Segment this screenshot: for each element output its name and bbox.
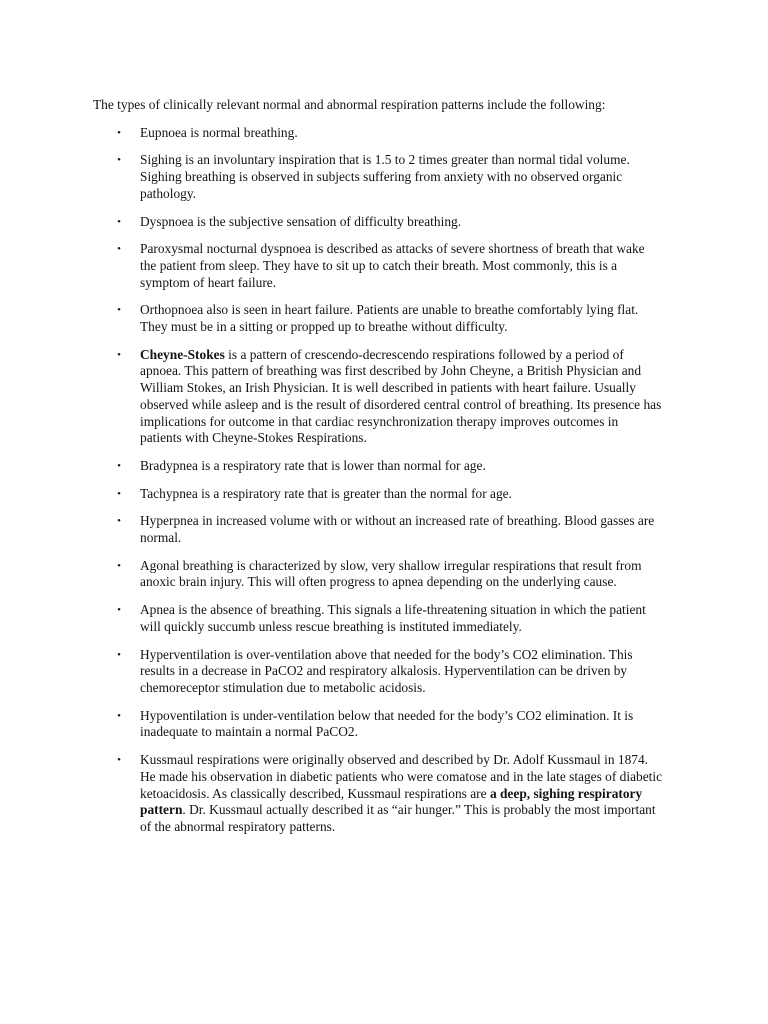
list-item-text: Hypoventilation is under-ventilation below that needed for the body’s CO2 elimination. It is inadequate to maintain a normal PaCO2. bbox=[140, 707, 634, 740]
respiration-pattern-list bbox=[93, 125, 663, 836]
list-item-hyperventilation bbox=[93, 647, 663, 697]
bullet-icon: • bbox=[117, 604, 121, 617]
list-item-text: Apnea is the absence of breathing. This signals a life-threatening situation in which the patient will quickly succumb unless rescue breathing is instituted immediately. bbox=[140, 602, 646, 634]
list-item-kussmaul bbox=[93, 752, 663, 836]
bullet-icon: • bbox=[117, 559, 121, 572]
intro-paragraph: The types of clinically relevant normal and abnormal respiration patterns include the following: bbox=[93, 97, 606, 112]
bullet-icon: • bbox=[117, 348, 121, 361]
list-item-cheyne-stokes bbox=[93, 347, 663, 447]
list-item-text-after: . Dr. Kussmaul actually described it as “air hunger.” This is probably the most important of the abnormal respiratory patterns. bbox=[140, 802, 656, 834]
list-item-dyspnoea bbox=[93, 214, 663, 231]
bullet-icon: • bbox=[117, 515, 121, 528]
list-item-sighing bbox=[93, 152, 663, 202]
list-item-eupnoea bbox=[93, 125, 663, 142]
bullet-icon: • bbox=[117, 459, 121, 472]
list-item-text: Sighing is an involuntary inspiration that is 1.5 to 2 times greater than normal tidal volume. Sighing breathing is observed in subjects suffering from anxiety with no observed organic pathology. bbox=[140, 152, 630, 201]
list-item-text: is a pattern of crescendo-decrescendo respirations followed by a period of apnoea. This pattern of breathing was first described by John Cheyne, a British Physician and William Stokes, an Irish Physician. It is well described in patients with heart failure. Usually observed while asleep and is the result of disordered central control of breathing. Its presence has implications for outcome in that cardiac resynchronization therapy improves outcomes in patients with Cheyne-Stokes Respirations. bbox=[140, 346, 662, 446]
list-item-bradypnea bbox=[93, 458, 663, 475]
list-item-bold-phrase: a deep, sighing respiratory pattern bbox=[140, 785, 643, 818]
list-item-text: Hyperpnea in increased volume with or without an increased rate of breathing. Blood gasses are normal. bbox=[140, 513, 655, 546]
list-item-text: Tachypnea is a respiratory rate that is greater than the normal for age. bbox=[140, 485, 512, 501]
bullet-icon: • bbox=[117, 648, 121, 661]
list-item-apnea bbox=[93, 602, 663, 635]
list-item-hypoventilation bbox=[93, 708, 663, 741]
list-item-text: Kussmaul respirations were originally observed and described by Dr. Adolf Kussmaul in 1874. He made his observation in diabetic patients who were comatose and in the late stages of diabetic ketoacidosis. As classically described, Kussmaul respirations are bbox=[140, 752, 663, 801]
list-item-text: Bradypnea is a respiratory rate that is lower than normal for age. bbox=[140, 457, 486, 473]
list-item-text: Dyspnoea is the subjective sensation of difficulty breathing. bbox=[140, 213, 462, 229]
list-item-text: Agonal breathing is characterized by slow, very shallow irregular respirations that result from anoxic brain injury. This will often progress to apnea depending on the underlying cause. bbox=[140, 557, 642, 590]
list-item-bold-term: Cheyne-Stokes bbox=[140, 346, 225, 362]
list-item-text: Hyperventilation is over-ventilation above that needed for the body’s CO2 elimination. This results in a decrease in PaCO2 and respiratory alkalosis. Hyperventilation can be driven by chemoreceptor stimulation due to metabolic acidosis. bbox=[140, 646, 633, 695]
bullet-icon: • bbox=[117, 154, 121, 167]
list-item-text: Paroxysmal nocturnal dyspnoea is described as attacks of severe shortness of breath that wake the patient from sleep. They have to sit up to catch their breath. Most commonly, this is a symptom of heart failure. bbox=[140, 241, 645, 290]
list-item-orthopnoea bbox=[93, 302, 663, 335]
list-item-tachypnea bbox=[93, 486, 663, 503]
list-item-text: Eupnoea is normal breathing. bbox=[140, 124, 298, 140]
list-item-agonal-breathing bbox=[93, 558, 663, 591]
list-item-paroxysmal-nocturnal-dyspnoea bbox=[93, 241, 663, 291]
bullet-icon: • bbox=[117, 304, 121, 317]
list-item-text: Orthopnoea also is seen in heart failure. Patients are unable to breathe comfortably lying flat. They must be in a sitting or propped up to breathe without difficulty. bbox=[140, 302, 639, 335]
list-item-hyperpnea bbox=[93, 513, 663, 546]
bullet-icon: • bbox=[117, 754, 121, 767]
document-page bbox=[93, 97, 663, 847]
bullet-icon: • bbox=[117, 487, 121, 500]
bullet-icon: • bbox=[117, 126, 121, 139]
bullet-icon: • bbox=[117, 215, 121, 228]
bullet-icon: • bbox=[117, 243, 121, 256]
bullet-icon: • bbox=[117, 709, 121, 722]
